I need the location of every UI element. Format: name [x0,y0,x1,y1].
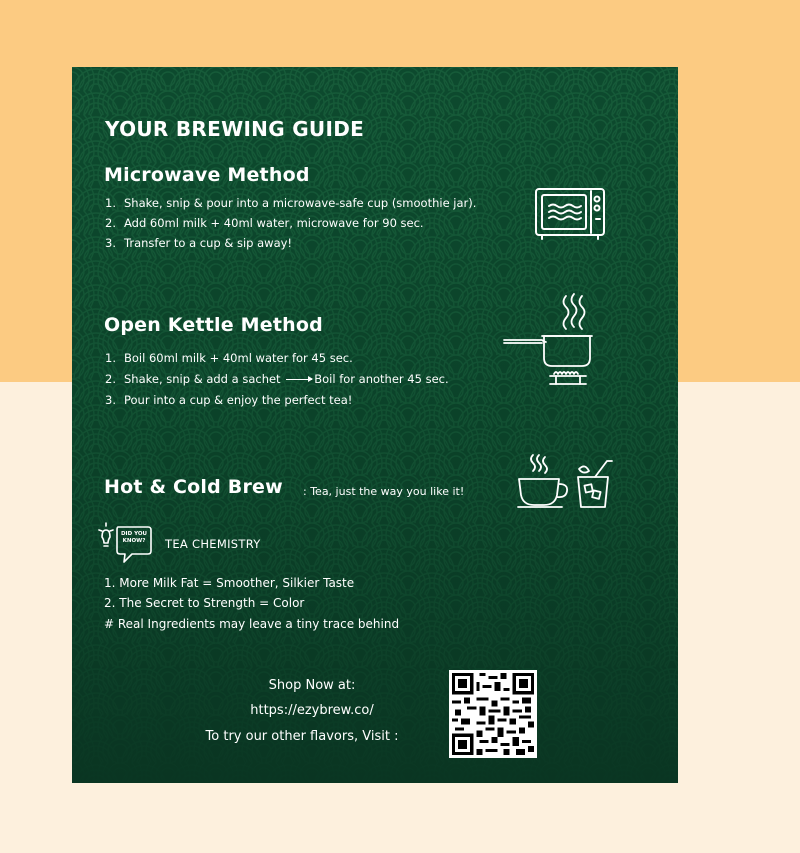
guide-title: YOUR BREWING GUIDE [105,117,365,141]
arrow-icon [286,379,312,380]
microwave-step-3: 3. Transfer to a cup & sip away! [105,236,293,250]
shop-url[interactable]: https://ezybrew.co/ [250,703,374,718]
hot-tea-cup-icon [516,453,570,509]
microwave-icon [534,186,606,242]
microwave-step-1: 1. Shake, snip & pour into a microwave-safe cup (smoothie jar). [105,196,477,210]
saucepan-on-stove-icon [502,292,602,394]
brewing-guide-card [72,67,678,783]
chemistry-note-1: 1. More Milk Fat = Smoother, Silkier Taste [104,576,355,590]
lightbulb-speech-bubble-icon [98,521,152,567]
iced-tea-glass-icon [575,459,615,511]
kettle-step-3: 3. Pour into a cup & enjoy the perfect tea! [105,393,353,407]
chemistry-note-3: # Real Ingredients may leave a tiny trace behind [104,617,400,631]
tea-chemistry-heading: TEA CHEMISTRY [165,537,261,551]
shop-now-label: Shop Now at: [268,678,356,693]
hotcold-tagline: : Tea, just the way you like it! [303,485,465,498]
kettle-step-1: 1. Boil 60ml milk + 40ml water for 45 sec. [105,351,353,365]
visit-label: To try our other flavors, Visit : [205,729,399,744]
kettle-step-2: 2. Shake, snip & add a sachet Boil for another 45 sec. [105,372,449,386]
did-you-know-badge: DID YOU KNOW? [120,531,148,544]
kettle-heading: Open Kettle Method [104,314,323,336]
qr-code[interactable] [449,670,537,758]
chemistry-note-2: 2. The Secret to Strength = Color [104,596,305,610]
hotcold-heading: Hot & Cold Brew [104,476,283,498]
microwave-step-2: 2. Add 60ml milk + 40ml water, microwave for 90 sec. [105,216,424,230]
qr-code-image [449,670,537,758]
microwave-heading: Microwave Method [104,164,310,186]
